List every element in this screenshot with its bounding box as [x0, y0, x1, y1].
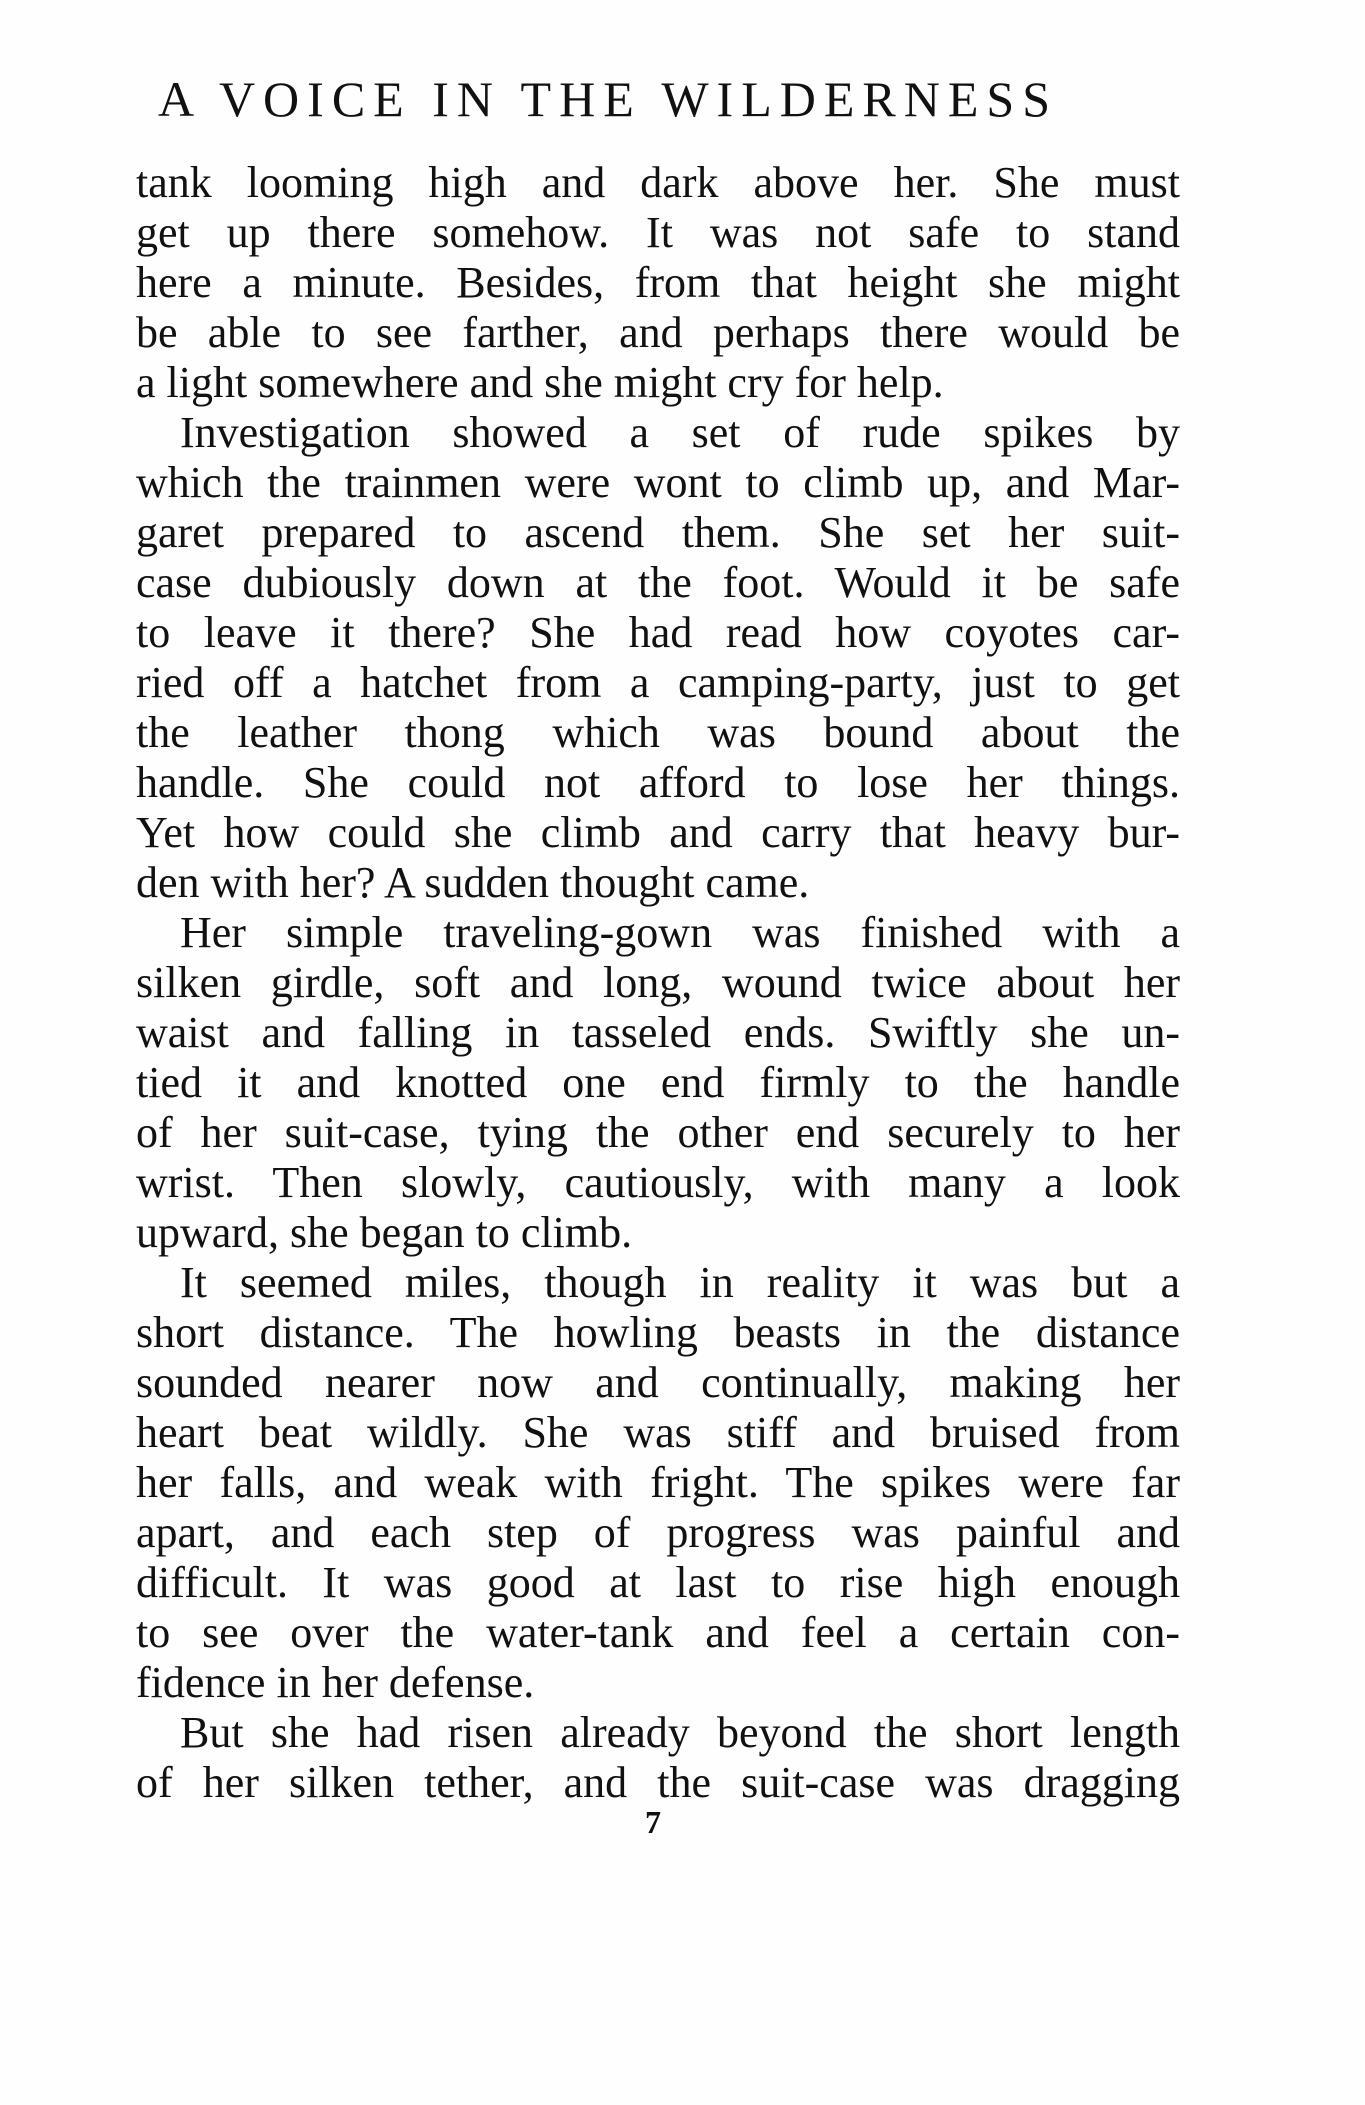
text-line: apart, and each step of progress was painful and	[136, 1508, 1180, 1557]
page-number: 7	[645, 1804, 661, 1840]
text-line: den with her? A sudden thought came.	[136, 858, 810, 907]
text-line: be able to see farther, and perhaps there would be	[136, 308, 1180, 357]
text-line: a light somewhere and she might cry for help.	[136, 358, 944, 407]
text-line: Investigation showed a set of rude spikes by	[180, 408, 1180, 457]
text-line: It seemed miles, though in reality it was but a	[180, 1258, 1180, 1307]
text-line: which the trainmen were wont to climb up, and Mar-	[136, 458, 1180, 507]
text-line: silken girdle, soft and long, wound twice about her	[136, 958, 1180, 1007]
body-text	[136, 158, 1180, 1808]
text-line: Yet how could she climb and carry that heavy bur-	[136, 808, 1180, 857]
text-line: difficult. It was good at last to rise high enough	[136, 1558, 1180, 1607]
text-line: handle. She could not afford to lose her things.	[136, 758, 1180, 807]
text-line: here a minute. Besides, from that height she might	[136, 258, 1180, 307]
text-line: short distance. The howling beasts in the distance	[136, 1308, 1180, 1357]
text-line: waist and falling in tasseled ends. Swiftly she un-	[136, 1008, 1180, 1057]
text-line: Her simple traveling-gown was finished with a	[180, 908, 1180, 957]
text-line: tied it and knotted one end firmly to the handle	[136, 1058, 1180, 1107]
text-line: But she had risen already beyond the short length	[180, 1708, 1180, 1757]
text-line: upward, she began to climb.	[136, 1208, 633, 1257]
text-line: of her silken tether, and the suit-case was dragging	[136, 1758, 1180, 1807]
text-line: sounded nearer now and continually, making her	[136, 1358, 1180, 1407]
text-line: get up there somehow. It was not safe to stand	[136, 208, 1180, 257]
text-line: the leather thong which was bound about the	[136, 708, 1180, 757]
text-line: garet prepared to ascend them. She set her suit-	[136, 508, 1180, 557]
running-head: A VOICE IN THE WILDERNESS	[158, 71, 1058, 127]
text-line: her falls, and weak with fright. The spikes were far	[136, 1458, 1180, 1507]
text-line: ried off a hatchet from a camping-party, just to get	[136, 658, 1180, 707]
text-line: to see over the water-tank and feel a certain con-	[136, 1608, 1180, 1657]
text-line: to leave it there? She had read how coyotes car-	[136, 608, 1180, 657]
text-line: wrist. Then slowly, cautiously, with many a look	[136, 1158, 1180, 1207]
text-line: of her suit-case, tying the other end securely to her	[136, 1108, 1180, 1157]
text-line: case dubiously down at the foot. Would it be safe	[136, 558, 1180, 607]
text-line: fidence in her defense.	[136, 1658, 535, 1707]
text-line: tank looming high and dark above her. She must	[136, 158, 1180, 207]
text-line: heart beat wildly. She was stiff and bruised from	[136, 1408, 1180, 1457]
